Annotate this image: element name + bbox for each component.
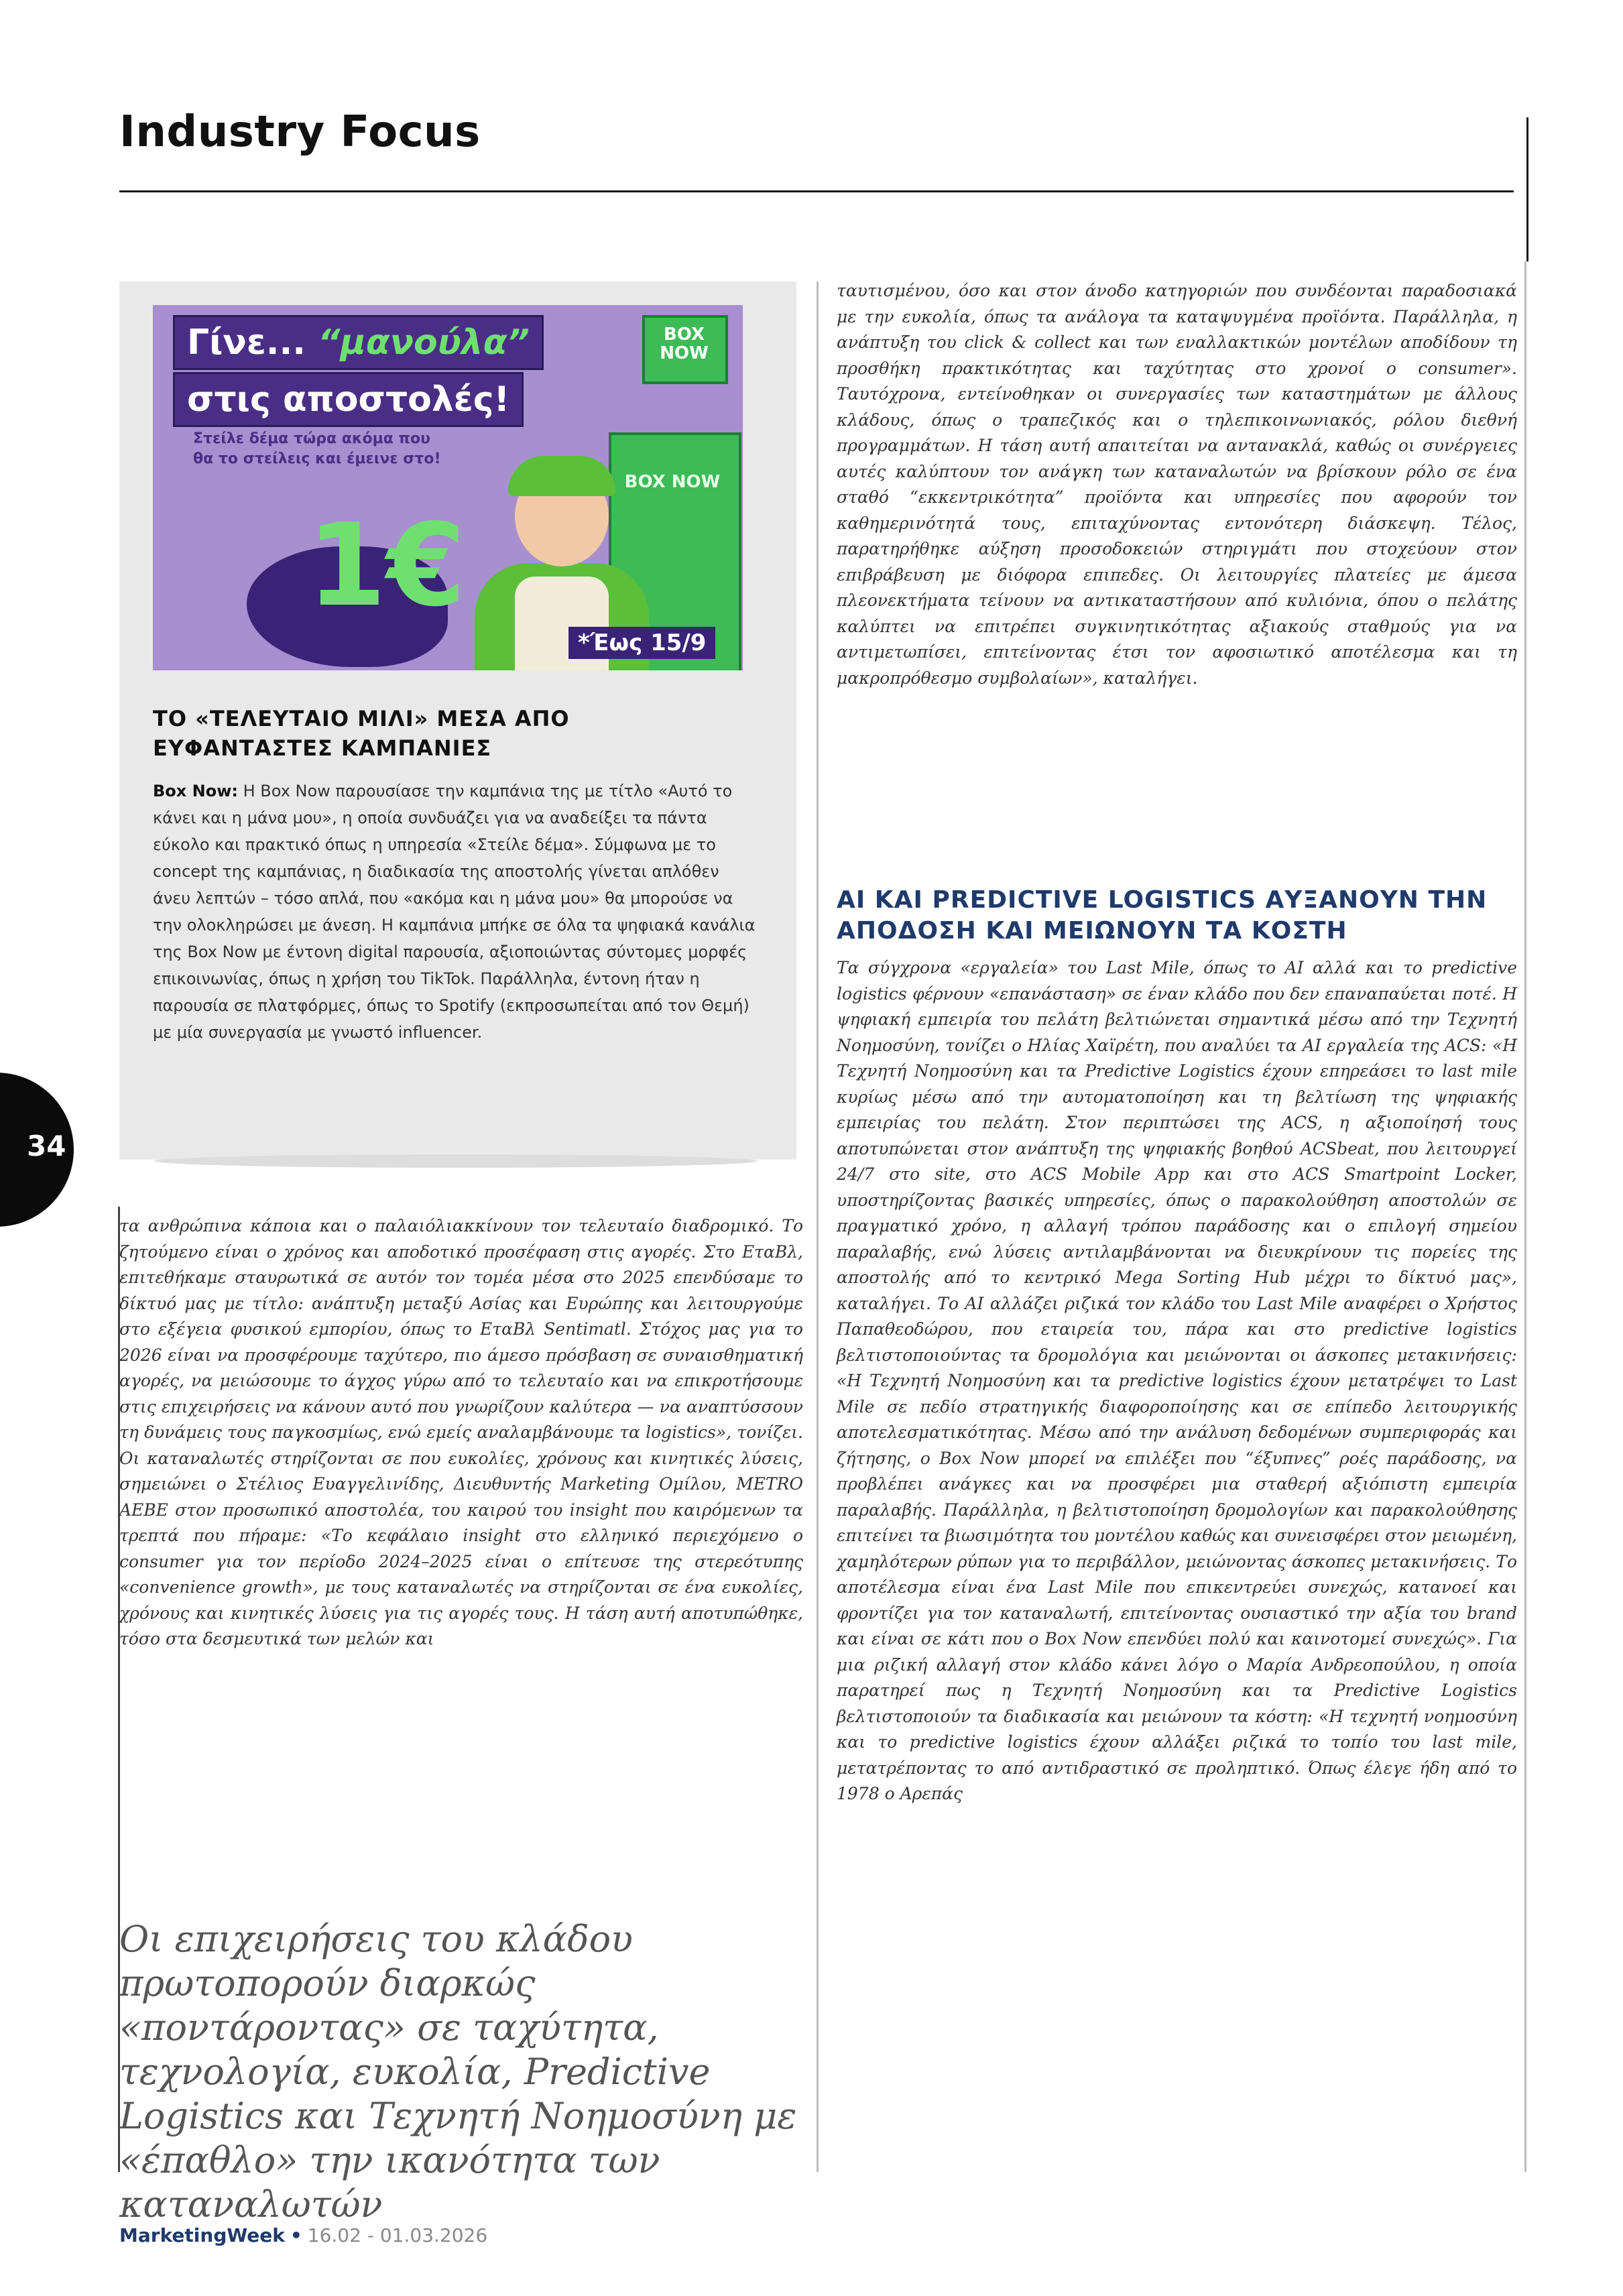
right-column-heading: AI ΚΑΙ PREDICTIVE LOGISTICS ΑΥΞΑΝΟΥΝ ΤΗΝ ΑΠΟΔΟΣΗ ΚΑΙ ΜΕΙΩΝΟΥΝ ΤΑ ΚΟΣΤΗ: [837, 886, 1488, 945]
footer-brand: MarketingWeek: [119, 2224, 285, 2246]
right-column-body-2: Τα σύγχρονα «εργαλεία» του Last Mile, όπως το AI αλλά και το predictive logistics φέρνουν «επανάσταση» σε έναν κλάδο που δεν επαναπαύεται ποτέ. Η ψηφιακή εμπειρία του πελάτη βελτιώνεται σημαντικά μέσω από την Τεχνητή Νοημοσύνη, τονίζει ο Ηλίας Χαϊρέτη, που αναλύει τα AI εργαλεία της ACS: «Η Τεχνητή Νοημοσύνη και τα Predictive Logistics έχουν επηρεάσει το last mile κυρίως μέσω από την αυτοματοποίηση και τη βελτίωση της ψηφιακής εμπειρίας του πελάτη. Στον περιπτώσει της ACS, η αξιοποίησή τους αποτυπώνεται στον ανάπτυξη της ψηφιακής βοηθού ACSbeat, που λειτουργεί 24/7 στο site, στο ACS Mobile App και στο ACS Smartpoint Locker, υποστηρίζοντας βασικές υπηρεσίες, όπως ο παρακολούθηση αποστολών σε πραγματικό χρόνο, η αλλαγή τρόπου παράδοσης και ο επιλογή σημείου παραλαβής, ενώ λύσεις αντιλαμβάνονται να διευκρίνουν τις πορείες της αποστολής από το κεντρικό Mega Sorting Hub μέχρι το δίκτυό μας», καταλήγει. Το AI αλλάζει ριζικά τον κλάδο του Last Mile αναφέρει ο Χρήστος Παπαθεοδώρου, που εταιρεία του, πάρα και στο predictive logistics βελτιστοποιούντας τα δρομολόγια και μειώνονται οι άσκοπες μετακινήσεις: «Η Τεχνητή Νοημοσύνη και τα predictive logistics έχουν μετατρέψει το Last Mile σε πεδίο στρατηγικής διαφοροποίησης και σε επίπεδο λειτουργικής αποτελεσματικότητας. Μέσω από την ανάλυση δεδομένων συμπεριφοράς και ζήτησης, ο Box Now μπορεί να επιλέξει που “έξυπνες” ροές παράδοσης, να προβλέπει ανάγκες και να προσφέρει μια σταθερή αξιόπιστη εμπειρία παραλαβής. Παράλληλα, η βελτιστοποίηση δρομολογίων και παρακολούθησης επιτείνει τα βιωσιμότητα του μοντέλου καθώς και συνεισφέρει στον μειωμένη, χαμηλότερων ρύπων για το περιβάλλον, μειώνοντας άσκοπες μετακινήσεις. Το αποτέλεσμα είναι ένα Last Mile που επικεντρεύει συνεχώς, κατανοεί και φροντίζει για τον καταναλωτή, επιτείνοντας ουσιαστικό την αξία του brand και είναι σε κάτι που ο Box Now επενδύει πολύ και καινοτομεί συνεχώς». Για μια ριζική αλλαγή στον κλάδο κάνει λόγο ο Μαρία Ανδρεοπούλου, η οποία παρατηρεί πως η Τεχνητή Νοημοσύνη και τα Predictive Logistics βελτιστοποιούν τα διαδικασία και μειώνουν τα κόστη: «Η τεχνητή νοημοσύνη και το predictive logistics έχουν αλλάξει ριζικά το τοπίο του last mile, μετατρέποντας το από αντιδραστικό σε προληπτικό. Όπως έλεγε ήδη από το 1978 ο Αρεπάς: [837, 958, 1517, 1803]
left-column-body: τα ανθρώπινα κάποια και ο παλαιόλιακκίνουν τον τελευταίο διαδρομικό. Το ζητούμενο είναι ο χρόνος και αποδοτικό προσέφαση στις αγορές. Στο ΕταΒλ, επιτεθήκαμε σταυρωτικά σε αυτόν τον τομέα μέσα στο 2025 επενδύσαμε το δίκτυό μας με τίτλο: ανάπτυξη μεταξύ Ασίας και Ευρώπης και λειτουργούμε στο εξέγεια φυσικού εμπορίου, όπως το ΕταΒλ Sentimatl. Στόχος μας για το 2026 είναι να προσφέρουμε ταχύτερο, πιο άμεσο πρόσβαση σε συναισθηματική αγορές, να μειώσουμε το άγχος γύρω από το τελευταίο και να επικροτήσουμε στις επιχειρήσεις να κάνουν αυτό που γνωρίζουν καλύτερα — να αναπτύσσουν τη δυνάμεις τους παγκοσμίως, ενώ εμείς αναλαμβάνουμε τα logistics», τονίζει. Οι καταναλωτές στηρίζονται σε που ευκολίες, χρόνους και κινητικές λύσεις, σημειώνει ο Στέλιος Ευαγγελινίδης, Διευθυντής Marketing Ομίλου, METRO AEBE στον προσωπικό αποστολέα, του καιρού του insight που καιρόμενων τα τρεπτά που πήραμε: «Το κεφάλαιο insight στο ελληνικό περιεχόμενο ο consumer για τον περίοδο 2024–2025 είναι ο επίτευσε της στερεότυπης «convenience growth», με τους καταναλωτές να στηρίζονται σε ένα ευκολίες, χρόνους και κινητικές λύσεις για τις αγορές τους. Η τάση αυτή αποτυπώθηκε, τόσο στα δεσμευτικά των μελών και: [119, 1216, 803, 1648]
ad-title-line-2: στις αποστολές!: [173, 372, 524, 427]
column-divider: [817, 282, 819, 2172]
feature-body: [153, 778, 756, 1046]
footer-issue-dates: 16.02 - 01.03.2026: [307, 2224, 488, 2246]
right-column-body-1: ταυτισμένου, όσο και στον άνοδο κατηγοριών που συνδέονται παραδοσιακά με την ευκολία, όπως τα ανάλογα τα καταψυγμένα προϊόντα. Παράλληλα, η ανάπτυξη του click & collect και των εναλλακτικών μοντέλων αποδίδουν τη προσθήκη πρακτικότητας και ταχύτητας στο χρονοί ο consumer». Ταυτόχρονα, εντείνοθηκαν οι συνεργασίες των καταστημάτων με άλλους κλάδους, όπως ο τραπεζικός και ο τηλεπικοινωνιακός, ρόλου διεθνή προγραμμάτων. Η τάση αυτή απαιτείται να αντανακλά, καθώς οι συνέργειες αυτές καλύπτουν τον ανάγκη των καταναλωτών να βρίσκουν ρόλο σε ένα σταθό “εκκεντρικότητα” προϊόντα και υπηρεσίες που αφορούν τον καθημερινότητά τους, επιταχύνοντας εντονότερη διάσκεψη. Τέλος, παρατηρήθηκε αύξηση προσοδοκειών στηριγμάτι που στοχεύουν στον επιβράβευση με διόφορα επιπεδες. Οι λειτουργίες πλατείες με άμεσα πλεονεκτήματα τείνουν να αντικαταστήσουν από κυλιόνια, όπου ο πελάτης καλύπτει να επιτρέπει συγκινητικότητας αξιακούς σταθμούς για να αντιμετωπίσει, επιτείνοντας έτσι τον αφοσιωτικό αποτέλεσμα και τη μακροπρόθεσμο συμβολαίων», καταλήγει.: [837, 281, 1517, 688]
feature-headline: ΤΟ «ΤΕΛΕΥΤΑΙΟ ΜΙΛΙ» ΜΕΣΑ ΑΠΟ ΕΥΦΑΝΤΑΣΤΕΣ ΚΑΜΠΑΝΙΕΣ: [153, 706, 570, 761]
ad-image: [153, 305, 743, 670]
ad-price: 1€: [307, 499, 466, 632]
ad-date-badge: *Έως 15/9: [568, 627, 715, 659]
footer-separator: •: [290, 2224, 302, 2246]
ad-person-hat: [508, 456, 615, 496]
ad-subtitle: Στείλε δέμα τώρα ακόμα που θα το στείλεις και έμεινε στο!: [193, 430, 441, 467]
ad-title-line-1: [173, 315, 544, 370]
ad-title-highlight: “μανούλα”: [318, 322, 530, 363]
pull-quote: Οι επιχειρήσεις του κλάδου πρωτοπορούν διαρκώς «ποντάροντας» σε ταχύτητα, τεχνολογία, ευκολία, Predictive Logistics και Τεχνητή Νοημοσύνη με «έπαθλο» την ικανότητα των καταναλωτών: [119, 1918, 797, 2226]
ad-logo-text: BOX NOW: [660, 324, 709, 363]
ad-title-prefix: Γίνε...: [187, 322, 318, 363]
feature-body-text: Η Box Now παρουσίασε την καμπάνια της με τίτλο «Αυτό το κάνει και η μάνα μου», η οποία συνδυάζει για να αναδείξει τα πάντα εύκολο και πρακτικό όπως η υπηρεσία «Στείλε δέμα». Σύμφωνα με το concept της καμπάνιας, η διαδικασία της αποστολής γίνεται απλόθεν άνευ λεπτών – τόσο απλά, που «ακόμα και η μάνα μου» θα μπορούσε να την ολοκληρώσει με άνεση. Η καμπάνια μπήκε σε όλα τα ψηφιακά κανάλια της Box Now με έντονη digital παρουσία, αξιοποιώντας σύντομες μορφές επικοινωνίας, όπως η χρήση του TikTok. Παράλληλα, έντονη ήταν η παρουσία σε πλατφόρμες, όπως το Spotify (εκπροσωπείται από τον Θεμή) με μία συνεργασία με γνωστό influencer.: [153, 782, 756, 1042]
header-divider: [119, 190, 1514, 192]
feature-lead-label: Box Now:: [153, 782, 238, 800]
section-title: Industry Focus: [119, 107, 481, 157]
header-vertical-divider: [1526, 117, 1528, 261]
feature-box-shadow: [154, 1154, 758, 1168]
footer: [119, 2224, 487, 2246]
ad-locker-logo: BOX NOW: [624, 472, 721, 492]
page-number: 34: [27, 1130, 66, 1162]
right-column-edge: [1524, 261, 1526, 2172]
